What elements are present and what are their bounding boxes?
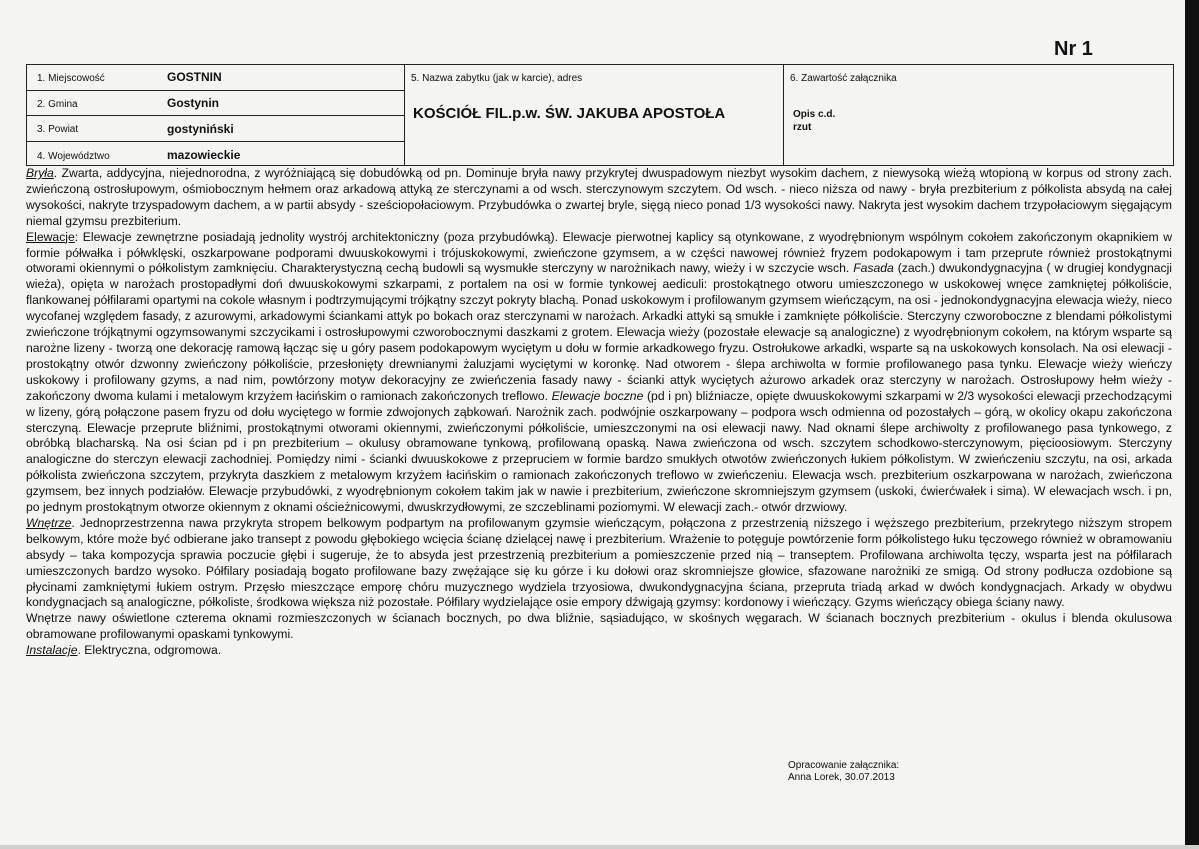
heading-elewacje: Elewacje (26, 229, 75, 244)
field-4-value: mazowieckie (167, 148, 241, 162)
paragraph-wnetrze-2 (26, 611, 1172, 643)
heading-fasada: Fasada (853, 261, 894, 276)
text-bryla: . Zwarta, addycyjna, niejednorodna, z wyróżniającą się dobudówką od pn. Dominuje bryła nawy przykrytej dwuspadowym niezbyt wysokim dachem, z niewysoką wieżą wtopioną w korpus od strony zach. zwieńczoną ostrosłupowym, ośmiobocznym hełmem oraz arkadową attyką ze sterczynami a od wsch. sterczynowym szczytem. Od wsch. - nieco niższa od nawy - bryła prezbiterium z półkolista absydą na całej wysokości, nakryte trzyspadowym dachem, a w partii absydy - sześciopołaciowym. Przybudówka o zwartej bryle, sięgą nieco ponad 1/3 wysokości nawy. Nakryta jest wysokim dachem trzypołaciowym sięgającym niemal gzymsu prezbiterium. (26, 166, 1172, 228)
field-1-value: GOSTNIN (167, 70, 222, 84)
header-divider (404, 65, 405, 165)
header-row-line (27, 90, 404, 91)
text-elewacje-3: (pd i pn) bliźniacze, opięte dwuuskokowymi szkarpami w 2/3 wysokości elewacji przechodzącymi w lizeny, górą połączone pasem fryzu od dołu wyciętego w formie zdwojonych ząbkowań. Narożnik zach. podwójnie oszkarpowany – podpora wsch odmienna od pozostałych – górą, w okolicy okapu zakończona sterczyną. Elewacje przeprute bliźnimi, prostokątnymi otworami okiennymi, zwieńczonymi półkoliście, umieszczonymi na osi elewacji nawy. Nad oknami ślepe archiwolty z profilowanego pasa tynkowego, z obróbką blacharską. Na osi ścian pd i pn prezbiterium – okulusy obramowane tynkową, profilowaną opaską. Nawa zwieńczona od wsch. szczytem schodkowo-sterczynowym, pięcioosiowym. Sterczyny analogiczne do sterczyn elewacji zachodniej. Pomiędzy nimi - ścianki dwuuskokowe z przepruciem w formie bardzo smukłych otwotów zwieńczonych łukiem półkolistym. W zwieńczeniu szczytu, na osi, arkada półkolista zwieńczona szczytem, przykryta daszkiem z metalowym krzyżem łacińskim o ramionach zakończonych treflowo w zwieńczeniu. Elewacja wsch. prezbiterium oszkarpowana w narożach, zwieńczona gzymsem, bez innych podziałów. Elewacje przybudówki, z wyodrębnionym cokołem takim jak w nawie i prezbiterium, zwieńczone skromniejszym gzymsem (uskoki, ćwierćwałek i sima). W elewacjach wsch. i pn, po jednym prostokątnym otworze okiennym z oknami ościeżnicowymi, dwuskrzydłowymi, ze szczeblinami poziomymi. W elewacji zach.- otwór drzwiowy. (26, 388, 1172, 515)
scan-edge-right (1185, 0, 1199, 849)
field-3-label: 3. Powiat (37, 124, 79, 135)
heading-bryla: Bryła (26, 166, 54, 180)
heading-elewacje-boczne: Elewacje boczne (551, 388, 644, 403)
signature-block (788, 760, 899, 784)
text-instalacje: . Elektryczna, odgromowa. (77, 643, 222, 658)
description-text (26, 166, 1172, 659)
attachment-content-1: Opis c.d. (793, 109, 836, 120)
heading-wnetrze: Wnętrze (26, 515, 72, 530)
field-6-label: 6. Zawartość załącznika (790, 73, 897, 84)
monument-name: KOŚCIÓŁ FIL.p.w. ŚW. JAKUBA APOSTOŁA (413, 105, 726, 122)
text-wnetrze: . Jednoprzestrzenna nawa przykryta stropem belkowym podpartym na profilowanym gzymsie wieńczącym, połączona z przestrzenią niższego i węższego prezbiterium, przekrytego niższym stropem belkowym, które może być odbierane jako transept z powodu głębokiego wcięcia ścianę dzielącej nawę i prezbiterium. Wrażenie to potęguje powtórzenie form półkolistego łuku tęczowego również w obramowaniu absydy – taka kompozycja sprawia poczucie głębi i sugeruje, że to absyda jest przestrzenią prezbiterium a pomieszczenie przed nią – transeptem. Profilowana archiwolta tęczy, wsparta jest na półfilarach umieszczonych bardzo wysoko. Półfilary posiadają bogato profilowane bazy zwężające się ku górze i ku dołowi oraz skromniejsze głowice, sfazowane narożniki ze smigą. Od strony podłucza ozdobione są płycinami zamkniętymi łukiem ostrym. Przęsło mieszczące emporę chóru muzycznego wydziela trzyosiowa, dwukondygnacyjna ściana, przepruta triadą arkad w dwóch kondygnacjach. Arkady w obydwu kondygnacjach są analogiczne, półkoliste, środkowa większa niż pozostałe. Półfilary wydzielające osie empory dźwigają gzymsy: kordonowy i wieńczący. Gzyms wieńczący obiega ściany nawy. (26, 515, 1172, 610)
paragraph-wnetrze (26, 516, 1172, 611)
paragraph-instalacje (26, 643, 1172, 659)
scan-edge-bottom (0, 845, 1199, 849)
header-row-line (27, 115, 404, 116)
attachment-content-2: rzut (793, 122, 812, 133)
field-1-label: 1. Miejscowość (37, 73, 105, 84)
field-2-label: 2. Gmina (37, 99, 78, 110)
heading-instalacje: Instalacje (26, 643, 78, 658)
signature-line-1: Opracowanie załącznika: (788, 760, 900, 771)
field-2-value: Gostynin (167, 96, 220, 110)
field-3-value: gostyniński (167, 122, 234, 136)
text-wnetrze-2: Wnętrze nawy oświetlone czterema oknami rozmieszczonych w ścianach bocznych, po dwa bliźnie, sąsiadująco, w skośnych węgarach. W ścianach bocznych prezbiterium - okulus i blenda okulusowa obramowane profilowanymi opaskami tynkowymi. (26, 611, 1172, 642)
paragraph-elewacje (26, 230, 1172, 516)
signature-line-2: Anna Lorek, 30.07.2013 (788, 772, 895, 783)
paragraph-bryla (26, 166, 1172, 230)
header-row-line (27, 141, 404, 142)
page-number: Nr 1 (1054, 38, 1093, 60)
field-5-label: 5. Nazwa zabytku (jak w karcie), adres (411, 73, 583, 84)
text-elewacje-1: : Elewacje zewnętrzne posiadają jednolity wystrój architektoniczny (poza przybudówką). Elewacje pierwotnej kaplicy są otynkowane, z wyodrębnionym wspólnym cokołem zakończonym okapnikiem w formie półwałka i półwklęski, oszkarpowane podporami dwuuskokowymi i trójuskokowymi, zwieńczone gzymsem, a w części nawowej również fryzem podokapowym i tam przeprute również prostokątnymi otworami okiennymi o półkolistym zamknięciu. Charakterystyczną cechą budowli są wysmukłe sterczyny w narożnikach nawy, wieży i w szczycie wsch. (26, 229, 1172, 276)
header-table (26, 64, 1174, 166)
header-divider (783, 65, 784, 165)
field-4-label: 4. Województwo (37, 151, 110, 162)
text-elewacje-2: (zach.) dwukondygnacyjna ( w drugiej kondygnacji wieża), opięta w narożach prostopadłymi doń dwuuskokowymi szkarpami, z portalem na osi w formie tynkowej aediculi: prostokątnego otworu umieszczonego w uskokowej wnęce zamkniętej półkoliście, flankowanej półfilarami opartymi na cokole własnym i podtrzymującymi trójkątny szczyt pokryty blachą. Ponad uskokowym i profilowanym gzymsem wieńczącym, na osi - jednokondygnacyjna elewacja wieży, nieco wycofanej względem fasady, z azurowymi, arkadowymi ściankami attyk po bokach oraz sterczynami w narożach. Arkadki attyki są smukłe i zamknięte półkoliście. Sterczyny czworoboczne z blendami półkolistymi zwieńczone trójkątnymi ogzymsowanymi szczycikami i ostrosłupowymi czworobocznymi daszkami z grotem. Elewacja wieży (pozostałe elewacje są analogiczne) z wyodrębnionym cokołem, na którym wsparte są narożne lizeny - tworzą one dekorację ramową łącząc się u góry pasem podokapowym wyciętym u dołu w formie arkadkowego fryzu. Ostrołukowe arkadki, wsparte są na uskokowych konsolach. Na osi elewacji - prostokątny otwór dzwonny zwieńczony półkoliście, przesłonięty drewnianymi żaluzjami wyciętymi w koronkę. Nad otworem - ślepa archiwolta w formie profilowanego pasa tynku. Elewacje wieży wieńczy uskokowy i profilowany gzyms, a nad nim, powtórzony motyw dekoracyjny ze zwieńczenia fasady nawy - ścianki attyk wyciętych ażurowo arkadek oraz sterczyny w narożach. Ostrosłupowy hełm wieży - zakończony dwoma kulami i metalowym krzyżem łacińskim o ramionach zakończonych treflowo. (26, 261, 1173, 403)
